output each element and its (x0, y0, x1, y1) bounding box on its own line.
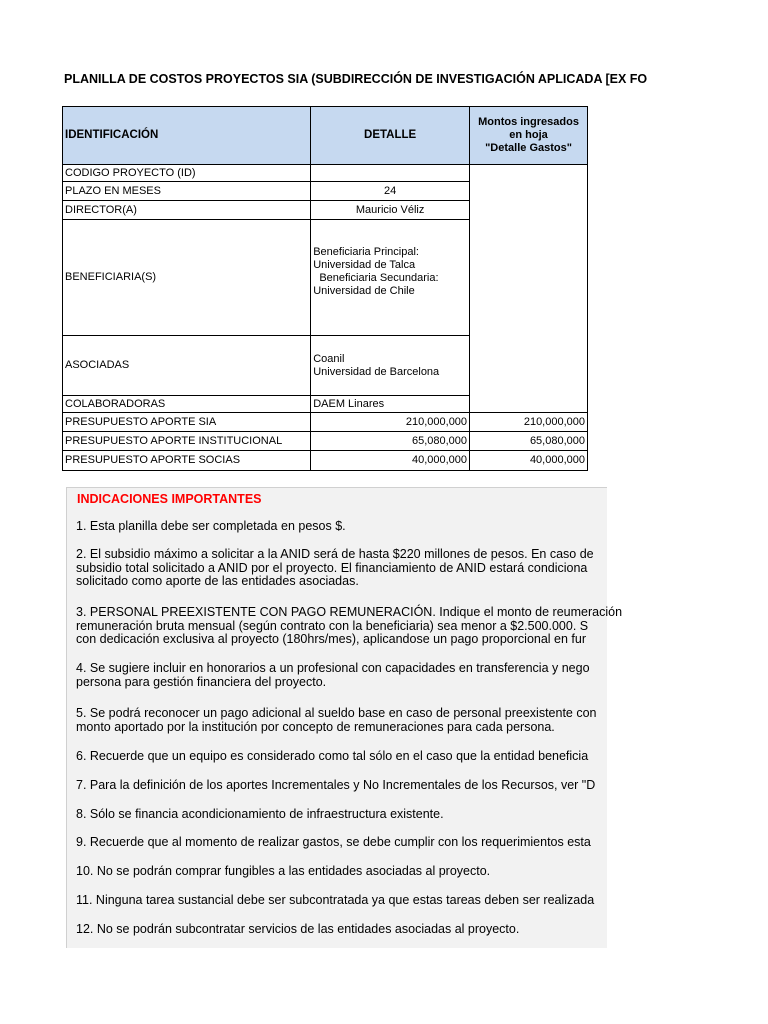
row-detail[interactable]: Coanil Universidad de Barcelona (311, 336, 470, 396)
row-detail[interactable]: 24 (311, 182, 470, 201)
indicaciones-heading: INDICACIONES IMPORTANTES (77, 492, 262, 506)
header-montos: Montos ingresados en hoja "Detalle Gastos" (470, 107, 588, 165)
indicacion-item: 12. No se podrán subcontratar servicios de las entidades asociadas al proyecto. (76, 922, 520, 936)
row-label[interactable]: PRESUPUESTO APORTE SIA (63, 413, 311, 432)
indicacion-item: 3. PERSONAL PREEXISTENTE CON PAGO REMUNERACIÓN. Indique el monto de reumeración remuneración bruta mensual (según contrato con la beneficiaria) sea menor a $2.500.000. S con dedicación exclusiva al proyecto (180hrs/mes), aplicandose un pago proporcional en fur (76, 605, 623, 646)
header-detalle: DETALLE (311, 107, 470, 165)
indicacion-item: 6. Recuerde que un equipo es considerado como tal sólo en el caso que la entidad beneficia (76, 749, 589, 763)
row-label[interactable]: PRESUPUESTO APORTE SOCIAS (63, 451, 311, 471)
row-monto[interactable]: 65,080,000 (470, 432, 588, 451)
row-detail[interactable]: DAEM Linares (311, 396, 470, 413)
indicaciones-box (66, 487, 623, 948)
row-label[interactable]: DIRECTOR(A) (63, 201, 311, 220)
row-label[interactable]: ASOCIADAS (63, 336, 311, 396)
indicacion-item: 8. Sólo se financia acondicionamiento de infraestructura existente. (76, 807, 444, 821)
indicacion-item: 4. Se sugiere incluir en honorarios a un profesional con capacidades en transferencia y nego persona para gestión financiera del proyecto. (76, 661, 590, 689)
row-detail[interactable]: 65,080,000 (311, 432, 470, 451)
row-monto[interactable]: 40,000,000 (470, 451, 588, 471)
indicacion-item: 11. Ninguna tarea sustancial debe ser subcontratada ya que estas tareas deben ser realizada (76, 893, 595, 907)
row-label[interactable]: PRESUPUESTO APORTE INSTITUCIONAL (63, 432, 311, 451)
row-label[interactable]: CODIGO PROYECTO (ID) (63, 165, 311, 182)
indicacion-item: 10. No se podrán comprar fungibles a las entidades asociadas al proyecto. (76, 864, 491, 878)
row-detail[interactable]: Mauricio Véliz (311, 201, 470, 220)
indicacion-item: 7. Para la definición de los aportes Incrementales y No Incrementales de los Recursos, ver "D (76, 778, 596, 792)
indicacion-item: 1. Esta planilla debe ser completada en pesos $. (76, 519, 346, 533)
header-identificacion: IDENTIFICACIÓN (63, 107, 311, 165)
row-monto-empty (470, 165, 588, 413)
row-label[interactable]: PLAZO EN MESES (63, 182, 311, 201)
project-table (62, 106, 588, 471)
row-detail[interactable]: Beneficiaria Principal: Universidad de Talca Beneficiaria Secundaria: Universidad de Chile (311, 220, 470, 336)
row-label[interactable]: BENEFICIARIA(S) (63, 220, 311, 336)
indicacion-item: 5. Se podrá reconocer un pago adicional al sueldo base en caso de personal preexistente con monto aportado por la institución por concepto de remuneraciones para cada persona. (76, 706, 597, 734)
page-title: PLANILLA DE COSTOS PROYECTOS SIA (SUBDIRECCIÓN DE INVESTIGACIÓN APLICADA [EX FO (64, 72, 648, 86)
row-label[interactable]: COLABORADORAS (63, 396, 311, 413)
row-detail[interactable]: 40,000,000 (311, 451, 470, 471)
indicacion-item: 9. Recuerde que al momento de realizar gastos, se debe cumplir con los requerimientos esta (76, 835, 591, 849)
row-detail[interactable] (311, 165, 470, 182)
row-monto[interactable]: 210,000,000 (470, 413, 588, 432)
indicacion-item: 2. El subsidio máximo a solicitar a la ANID será de hasta $220 millones de pesos. En caso de subsidio total solicitado a ANID por el proyecto. El financiamiento de ANID estará condiciona solicitado como aporte de las entidades asociadas. (76, 547, 594, 588)
row-detail[interactable]: 210,000,000 (311, 413, 470, 432)
